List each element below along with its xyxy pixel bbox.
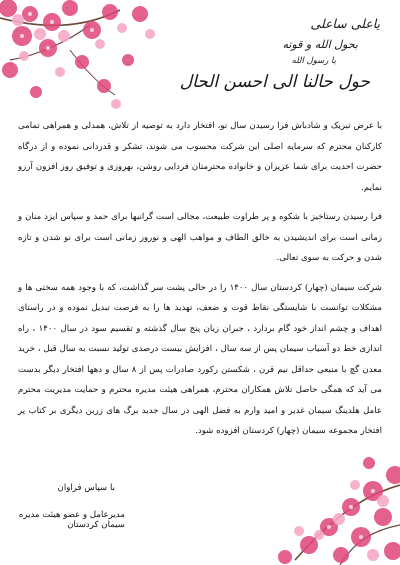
paragraph-achievements: شرکت سیمان (چهار) کردستان سال ۱۴۰۰ را در حالی پشت سر گذاشت، که با وجود همه سختی ها و مشکلات توانست با شایستگی نقاط قوت و ضعف، تهدید ها را به فرصت تبدیل نموده و در راستای اهداف و چشم انداز خود گام بردارد ، جبران زیان پنج سال گذشته و تقسیم سود در سال ۱۴۰۰ ، راه اندازی خط دو آسیاب سیمان پس از سه سال ، افزایش بیست درصدی تولید نسبت به سال قبل ، خرید معدن گچ با منبعی حداقل نیم قرن ، شکستن رکورد صادرات پس از ۸ سال و دهها افتخار دیگر بدست می آید که همگی حاصل تلاش همکاران محترم، همراهی هیئت مدیره محترم و حمایت مدیریت محترم عامل هلدینگ سیمان غدیر و امید وارم به فضل الهی در سال جدید برگ های زرین دیگری بر کتاب پر افتخار مجموعه سیمان (چهار) کردستان افزوده شود.	[18, 282, 383, 436]
letter-body	[18, 116, 382, 451]
calligraphy-heading	[179, 14, 388, 106]
paragraph-greeting: با عرض تبریک و شادباش فرا رسیدن سال نو، افتخار دارد به توصیه از تلاش، همدلی و همراهی تمامی کارکنان محترم که سرمایه اصلی این شرکت محسوب می شوند، تشکر و قدردانی نموده و از درگاه حضرت احدیت برای شما عزیزان و خانواده محترمتان فردایی روشن، بهروزی و توفیق روز افزون آرزو نمایم.	[18, 121, 382, 193]
paragraph-nowruz: فرا رسیدن رستاخیز با شکوه و پر طراوت طبیعت، مجالی است گرانبها برای حمد و سپاس ایزد منان و زمانی است برای اندیشیدن به خالق الطاف و مواهب الهی و نوروز زمانی است برای نو شدن و تازه شدن و حرکت به سوی تعالی.	[18, 212, 382, 263]
signature-title: مدیرعامل و عضو هیئت مدیره سیمان کردستان	[18, 510, 125, 530]
cherry-blossom-decoration-top	[0, 0, 175, 120]
heading-line-1: یاعلی ساعلی	[310, 16, 380, 31]
heading-line-4: حول حالنا الی احسن الحال	[179, 72, 370, 92]
signature-closing: با سپاس فراوان	[57, 483, 115, 493]
cherry-blossom-decoration-bottom	[255, 455, 400, 565]
heading-line-3: یا رسول الله	[291, 56, 336, 66]
heading-line-2: بحول الله و قوته	[282, 38, 358, 51]
